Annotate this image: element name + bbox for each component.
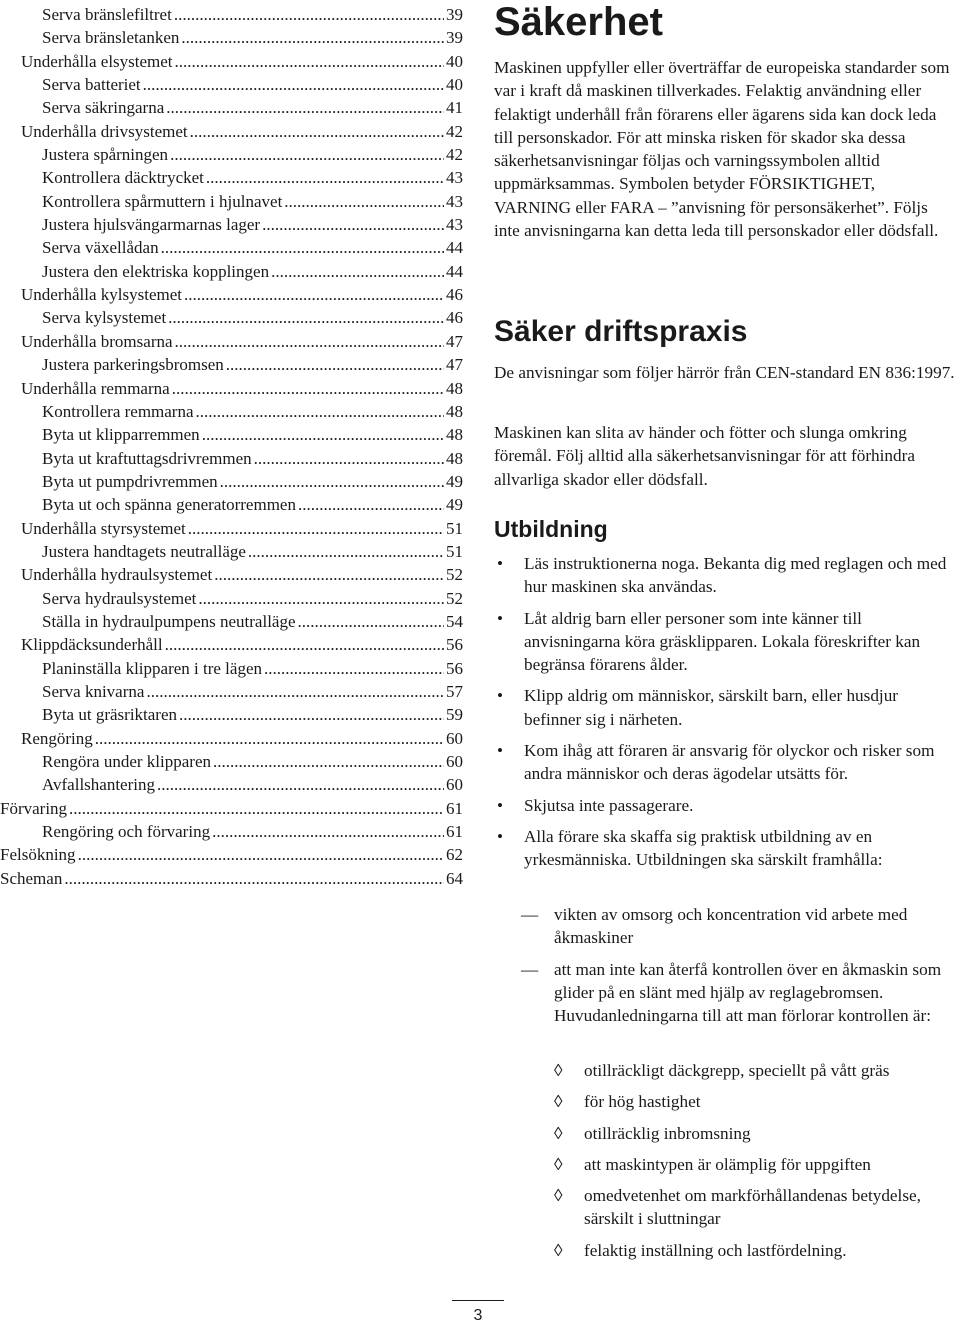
toc-entry[interactable] <box>0 50 463 73</box>
toc-leader-dots <box>198 587 444 610</box>
toc-entry[interactable] <box>0 330 463 353</box>
toc-leader-dots <box>284 190 444 213</box>
toc-leader-dots <box>226 353 444 376</box>
toc-leader-dots <box>196 400 444 423</box>
toc-leader-dots <box>271 260 444 283</box>
toc-entry[interactable] <box>0 73 463 96</box>
toc-entry[interactable] <box>0 517 463 540</box>
training-bullet-text: Kom ihåg att föraren är ansvarig för olyckor och risker som andra människor och deras ägodelar utsätts för. <box>524 741 935 784</box>
toc-entry[interactable] <box>0 120 463 143</box>
training-bullet-marker: • <box>497 554 504 573</box>
toc-entry-title: Serva växellådan <box>42 238 159 258</box>
toc-entry-page: 40 <box>446 51 463 71</box>
control-loss-cause-text: omedvetenhet om markförhållandenas betydelse, särskilt i sluttningar <box>584 1186 921 1229</box>
safety-section <box>494 0 956 1260</box>
toc-entry[interactable] <box>0 657 463 680</box>
toc-leader-dots <box>214 563 444 586</box>
toc-leader-dots <box>202 423 444 446</box>
control-loss-cause-marker: ◊ <box>554 1061 563 1080</box>
control-loss-cause-marker: ◊ <box>554 1240 563 1260</box>
toc-entry-page: 48 <box>446 401 463 421</box>
toc-leader-dots <box>220 470 444 493</box>
toc-leader-dots <box>161 236 444 259</box>
toc-entry-page: 46 <box>446 285 463 305</box>
toc-entry-page: 42 <box>446 121 463 141</box>
toc-leader-dots <box>190 120 444 143</box>
toc-entry-title: Underhålla elsystemet <box>21 51 173 71</box>
toc-leader-dots <box>206 166 444 189</box>
toc-leader-dots <box>298 493 444 516</box>
toc-entry-title: Avfallshantering <box>42 775 155 795</box>
toc-entry-page: 44 <box>446 261 463 281</box>
training-dash-item-text: vikten av omsorg och koncentration vid arbete med åkmaskiner <box>554 905 908 948</box>
toc-leader-dots <box>165 633 444 656</box>
training-dash-item-marker: — <box>521 959 539 979</box>
toc-entry[interactable] <box>0 493 463 516</box>
training-bullet <box>494 607 956 677</box>
training-bullet <box>494 552 956 599</box>
toc-entry-title: Justera hjulsvängarmarnas lager <box>42 215 261 235</box>
toc-entry[interactable] <box>0 213 463 236</box>
toc-entry[interactable] <box>0 190 463 213</box>
toc-entry-title: Byta ut klipparremmen <box>42 425 200 445</box>
toc-entry-title: Underhålla remmarna <box>21 378 170 398</box>
training-bullet <box>494 684 956 731</box>
toc-entry-page: 48 <box>446 425 463 445</box>
section-heading-sakerhet: Säkerhet <box>494 0 663 44</box>
training-bullet-text: Skjutsa inte passagerare. <box>524 795 694 815</box>
toc-entry[interactable] <box>0 680 463 703</box>
toc-entry-page: 48 <box>446 378 463 398</box>
toc-entry-page: 43 <box>446 191 463 211</box>
toc-entry[interactable] <box>0 236 463 259</box>
toc-entry[interactable] <box>0 727 463 750</box>
toc-entry-page: 41 <box>446 98 463 118</box>
training-bullet <box>494 794 956 817</box>
control-loss-cause-text: otillräcklig inbromsning <box>584 1123 751 1143</box>
training-dash-item <box>494 958 956 1028</box>
training-bullet <box>494 825 956 872</box>
control-loss-cause-marker: ◊ <box>554 1154 563 1174</box>
toc-entry-title: Underhålla bromsarna <box>21 331 173 351</box>
toc-entry-title: Underhålla drivsystemet <box>21 121 188 141</box>
toc-leader-dots <box>170 143 444 166</box>
toc-leader-dots <box>184 283 444 306</box>
toc-entry-title: Serva knivarna <box>42 681 145 701</box>
toc-entry-title: Felsökning <box>0 845 76 865</box>
toc-entry[interactable] <box>0 260 463 283</box>
toc-entry-page: 49 <box>446 495 463 515</box>
toc-leader-dots <box>157 773 444 796</box>
toc-leader-dots <box>298 610 444 633</box>
toc-entry-page: 39 <box>446 28 463 48</box>
control-loss-cause-text: för hög hastighet <box>584 1092 701 1112</box>
toc-leader-dots <box>174 3 444 26</box>
toc-entry-page: 46 <box>446 308 463 328</box>
toc-entry-title: Byta ut kraftuttagsdrivremmen <box>42 448 252 468</box>
toc-entry-page: 52 <box>446 565 463 585</box>
toc-leader-dots <box>168 306 444 329</box>
toc-leader-dots <box>78 843 444 866</box>
training-bullet-marker: • <box>497 741 504 761</box>
toc-entry-page: 43 <box>446 215 463 235</box>
toc-entry-page: 61 <box>446 822 463 842</box>
toc-entry-title: Serva säkringarna <box>42 98 165 118</box>
toc-entry-page: 60 <box>446 752 463 771</box>
toc-entry-page: 47 <box>446 331 463 351</box>
toc-entry[interactable] <box>0 750 463 773</box>
control-loss-cause-marker: ◊ <box>554 1186 563 1206</box>
toc-entry[interactable] <box>0 26 463 49</box>
toc-leader-dots <box>69 797 444 820</box>
training-bullet-marker: • <box>497 686 504 706</box>
toc-entry-title: Underhålla styrsystemet <box>21 518 186 538</box>
toc-entry-title: Rengöring och förvaring <box>42 822 211 842</box>
control-loss-cause <box>494 1090 956 1113</box>
toc-entry-page: 51 <box>446 541 463 561</box>
toc-entry-title: Justera den elektriska kopplingen <box>42 261 270 281</box>
toc-leader-dots <box>254 447 444 470</box>
toc-entry-title: Byta ut gräsriktaren <box>42 705 178 725</box>
toc-entry-title: Kontrollera däcktrycket <box>42 168 204 188</box>
toc-entry[interactable] <box>0 843 463 866</box>
training-bullet-marker: • <box>497 826 504 846</box>
toc-entry-title: Planinställa klipparen i tre lägen <box>42 658 262 678</box>
toc-entry[interactable] <box>0 797 463 820</box>
toc-entry-page: 62 <box>446 845 463 865</box>
control-loss-cause <box>494 1184 956 1231</box>
training-dash-item-marker: — <box>521 905 539 924</box>
toc-entry-title: Justera handtagets neutralläge <box>42 541 246 561</box>
toc-entry-page: 60 <box>446 775 463 795</box>
toc-entry-page: 64 <box>446 868 463 888</box>
toc-entry[interactable] <box>0 633 463 656</box>
training-bullet-text: Klipp aldrig om människor, särskilt barn, eller husdjur befinner sig i närheten. <box>524 686 899 729</box>
toc-entry-page: 56 <box>446 635 463 655</box>
toc-entry-page: 48 <box>446 448 463 468</box>
toc-entry[interactable] <box>0 96 463 119</box>
toc-entry-title: Rengöring <box>21 728 93 748</box>
toc-entry-title: Klippdäcksunderhåll <box>21 635 163 655</box>
toc-entry-page: 39 <box>446 5 463 24</box>
training-bullet-text: Läs instruktionerna noga. Bekanta dig med reglagen och med hur maskinen ska användas. <box>524 554 947 597</box>
toc-entry-title: Serva batteriet <box>42 75 141 95</box>
training-bullet <box>494 739 956 786</box>
toc-entry[interactable] <box>0 563 463 586</box>
toc-entry[interactable] <box>0 400 463 423</box>
toc-entry[interactable] <box>0 353 463 376</box>
control-loss-cause-marker: ◊ <box>554 1123 563 1143</box>
toc-entry-title: Byta ut pumpdrivremmen <box>42 471 218 491</box>
toc-leader-dots <box>175 50 444 73</box>
toc-leader-dots <box>262 213 444 236</box>
toc-entry[interactable] <box>0 610 463 633</box>
toc-leader-dots <box>166 96 444 119</box>
toc-entry-page: 43 <box>446 168 463 188</box>
toc-entry-title: Förvaring <box>0 798 68 818</box>
toc-entry[interactable] <box>0 587 463 610</box>
control-loss-cause <box>494 1059 956 1082</box>
toc-entry[interactable] <box>0 703 463 726</box>
toc-entry[interactable] <box>0 773 463 796</box>
toc-entry[interactable] <box>0 283 463 306</box>
control-loss-cause <box>494 1122 956 1145</box>
toc-leader-dots <box>248 540 444 563</box>
toc-leader-dots <box>213 750 444 773</box>
toc-leader-dots <box>146 680 444 703</box>
safety-intro-paragraph: Maskinen uppfyller eller överträffar de europeiska standarder som var i kraft då maskinen tillverkades. Felaktig användning eller felaktigt underhåll från förarens eller ägarens sida kan dock leda till personskador. För att minska risken för skador ska dessa säkerhetsanvisningar följas och varningssymbolen alltid uppmärksammas. Symbolen betyder FÖRSIKTIGHET, VARNING eller FARA – ”anvisning för personsäkerhet”. Följs inte anvisningarna kan detta leda till personskador eller dödsfall. <box>494 58 950 241</box>
toc-entry-page: 54 <box>446 611 463 631</box>
toc-leader-dots <box>172 377 444 400</box>
training-bullet-marker: • <box>497 795 504 815</box>
toc-leader-dots <box>175 330 444 353</box>
toc-entry-title: Rengöra under klipparen <box>42 752 211 771</box>
hazard-paragraph: Maskinen kan slita av händer och fötter och slunga omkring föremål. Följ alltid alla säkerhetsanvisningar för att förhindra allvarliga skador eller dödsfall. <box>494 423 915 489</box>
toc-entry[interactable] <box>0 306 463 329</box>
toc-entry-page: 44 <box>446 238 463 258</box>
toc-leader-dots <box>64 867 444 890</box>
toc-entry-title: Justera spårningen <box>42 145 169 165</box>
training-dash-item <box>494 903 956 950</box>
toc-entry-title: Serva bränsletanken <box>42 28 180 48</box>
control-loss-cause-marker: ◊ <box>554 1092 563 1112</box>
training-bullet-marker: • <box>497 608 504 628</box>
toc-entry[interactable] <box>0 820 463 843</box>
toc-entry-page: 59 <box>446 705 463 725</box>
toc-entry-title: Underhålla hydraulsystemet <box>21 565 213 585</box>
subheading-saker-driftspraxis: Säker driftspraxis <box>494 315 748 348</box>
toc-leader-dots <box>188 517 444 540</box>
toc-leader-dots <box>179 703 444 726</box>
toc-entry[interactable] <box>0 166 463 189</box>
training-bullet-text: Alla förare ska skaffa sig praktisk utbildning av en yrkesmänniska. Utbildningen ska särskilt framhålla: <box>524 826 883 870</box>
toc-entry-page: 61 <box>446 798 463 818</box>
toc-leader-dots <box>95 727 444 750</box>
toc-entry[interactable] <box>0 423 463 446</box>
toc-entry-page: 42 <box>446 145 463 165</box>
toc-entry[interactable] <box>0 867 463 890</box>
toc-leader-dots <box>143 73 444 96</box>
control-loss-cause <box>494 1153 956 1176</box>
training-dash-item-text: att man inte kan återfå kontrollen över en åkmaskin som glider på en slänt med hjälp av reglagebromsen. Huvudanledningarna till att man förlorar kontrollen är: <box>554 959 942 1026</box>
toc-entry-title: Serva bränslefiltret <box>42 5 172 24</box>
toc-entry-page: 57 <box>446 681 463 701</box>
toc-entry-page: 47 <box>446 355 463 375</box>
toc-entry[interactable] <box>0 377 463 400</box>
toc-entry-page: 60 <box>446 728 463 748</box>
toc-entry-page: 52 <box>446 588 463 608</box>
training-bullet-text: Låt aldrig barn eller personer som inte känner till anvisningarna köra gräsklipparen. Lokala föreskrifter kan begränsa förarens ålder. <box>524 608 921 675</box>
toc-entry-title: Underhålla kylsystemet <box>21 285 182 305</box>
control-loss-causes-list <box>494 1059 956 1270</box>
standard-paragraph: De anvisningar som följer härrör från CEN-standard EN 836:1997. <box>494 363 955 382</box>
control-loss-cause-text: otillräckligt däckgrepp, speciellt på vått gräs <box>584 1061 890 1080</box>
toc-entry-page: 40 <box>446 75 463 95</box>
toc-entry-page: 51 <box>446 518 463 538</box>
subheading-utbildning: Utbildning <box>494 516 608 542</box>
toc-entry-title: Byta ut och spänna generatorremmen <box>42 495 296 515</box>
control-loss-cause-text: felaktig inställning och lastfördelning. <box>584 1240 847 1260</box>
toc-entry-title: Justera parkeringsbromsen <box>42 355 224 375</box>
toc-entry-title: Serva kylsystemet <box>42 308 167 328</box>
toc-entry-page: 56 <box>446 658 463 678</box>
toc-entry[interactable] <box>0 447 463 470</box>
toc-entry-title: Kontrollera remmarna <box>42 401 194 421</box>
toc-leader-dots <box>181 26 444 49</box>
toc-entry[interactable] <box>0 470 463 493</box>
table-of-contents <box>0 3 463 890</box>
toc-entry[interactable] <box>0 143 463 166</box>
control-loss-cause <box>494 1239 956 1262</box>
toc-entry[interactable] <box>0 540 463 563</box>
control-loss-cause-text: att maskintypen är olämplig för uppgiften <box>584 1154 871 1174</box>
toc-entry-title: Serva hydraulsystemet <box>42 588 197 608</box>
page-number: 3 <box>452 1300 504 1331</box>
training-dash-list <box>494 903 956 1035</box>
toc-entry[interactable] <box>0 3 463 26</box>
toc-entry-page: 49 <box>446 471 463 491</box>
toc-entry-title: Ställa in hydraulpumpens neutralläge <box>42 611 296 631</box>
training-bullet-list <box>494 552 956 880</box>
toc-leader-dots <box>212 820 444 843</box>
toc-entry-title: Scheman <box>0 868 63 888</box>
toc-entry-title: Kontrollera spårmuttern i hjulnavet <box>42 191 283 211</box>
toc-leader-dots <box>264 657 444 680</box>
